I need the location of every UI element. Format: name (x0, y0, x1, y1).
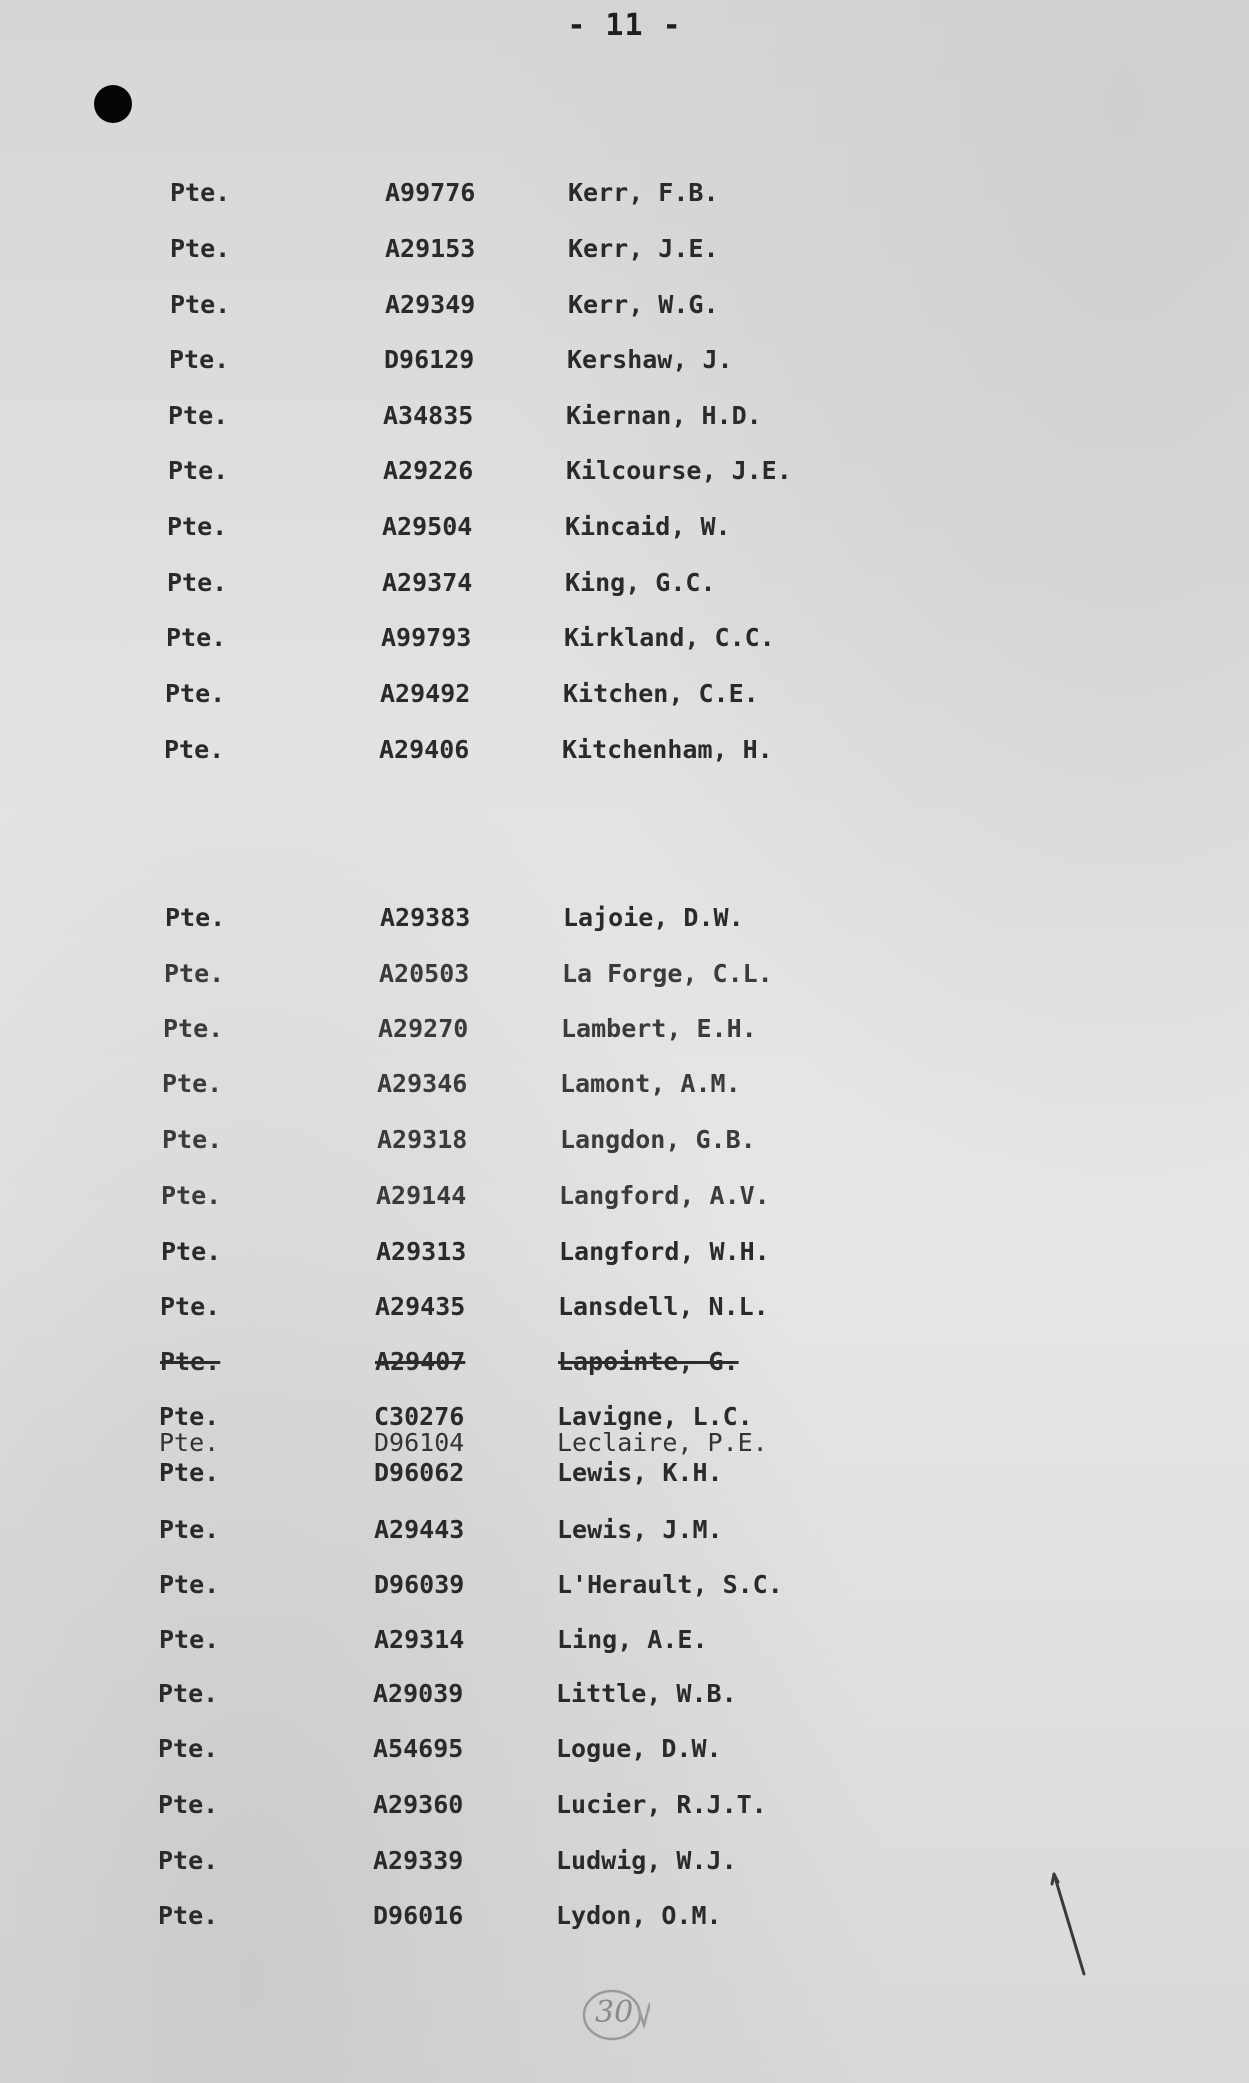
regimental-number: D96039 (374, 1570, 465, 1599)
rank: Pte. (158, 1679, 219, 1708)
soldier-name: Kitchen, C.E. (563, 679, 759, 708)
soldier-name: Lansdell, N.L. (558, 1292, 769, 1321)
soldier-name: Kerr, F.B. (568, 178, 719, 207)
rank: Pte. (158, 1846, 219, 1875)
regimental-number: A29318 (377, 1125, 468, 1154)
struck-through-list-item (160, 1345, 1060, 1379)
list-item (165, 901, 1065, 935)
regimental-number: A29339 (373, 1846, 464, 1875)
regimental-number: A99776 (385, 178, 476, 207)
soldier-name: Lewis, J.M. (557, 1515, 723, 1544)
inserted-list-item (159, 1429, 1059, 1457)
soldier-name: Lamont, A.M. (560, 1069, 741, 1098)
regimental-number: A29270 (378, 1014, 469, 1043)
regimental-number: A29504 (382, 512, 473, 541)
regimental-number: D96129 (384, 345, 475, 374)
rank: Pte. (169, 345, 230, 374)
soldier-name: Kilcourse, J.E. (566, 456, 792, 485)
rank: Pte. (161, 1237, 222, 1266)
regimental-number: A54695 (373, 1734, 464, 1763)
list-item (159, 1456, 1059, 1490)
rank: Pte. (160, 1292, 221, 1321)
list-item (164, 957, 1064, 991)
rank: Pte. (163, 1014, 224, 1043)
soldier-name: Lewis, K.H. (557, 1458, 723, 1487)
rank: Pte. (165, 679, 226, 708)
list-item (168, 454, 1068, 488)
soldier-name: Logue, D.W. (556, 1734, 722, 1763)
rank: Pte. (162, 1069, 223, 1098)
rank: Pte. (170, 234, 231, 263)
soldier-name: Langford, A.V. (559, 1181, 770, 1210)
list-item (162, 1123, 1062, 1157)
list-item (158, 1788, 1058, 1822)
regimental-number: A29153 (385, 234, 476, 263)
list-item (158, 1844, 1058, 1878)
list-item (167, 510, 1067, 544)
list-item (168, 399, 1068, 433)
regimental-number: A20503 (379, 959, 470, 988)
list-item (166, 621, 1066, 655)
list-item (170, 288, 1070, 322)
regimental-number: D96062 (374, 1458, 465, 1487)
soldier-name: Lavigne, L.C. (557, 1402, 753, 1431)
regimental-number: A29374 (382, 568, 473, 597)
soldier-name: Kiernan, H.D. (566, 401, 762, 430)
soldier-name: Kirkland, C.C. (564, 623, 775, 652)
regimental-number: A29314 (374, 1625, 465, 1654)
list-item (163, 1012, 1063, 1046)
regimental-number: A99793 (381, 623, 472, 652)
soldier-name: Langford, W.H. (559, 1237, 770, 1266)
soldier-name: Lajoie, D.W. (563, 903, 744, 932)
soldier-name: Kitchenham, H. (562, 735, 773, 764)
rank: Pte. (165, 903, 226, 932)
rank: Pte. (164, 959, 225, 988)
regimental-number: D96104 (374, 1428, 465, 1457)
list-item (165, 677, 1065, 711)
rank: Pte. (170, 178, 231, 207)
rank: Pte. (158, 1790, 219, 1819)
soldier-name: Leclaire, P.E. (557, 1428, 768, 1457)
regimental-number: A29383 (380, 903, 471, 932)
rank: Pte. (168, 401, 229, 430)
list-item (159, 1623, 1059, 1657)
page-number: - 11 - (567, 8, 682, 43)
regimental-number: A29039 (373, 1679, 464, 1708)
list-item (159, 1513, 1059, 1547)
regimental-number: A29313 (376, 1237, 467, 1266)
list-item (167, 566, 1067, 600)
list-item (158, 1677, 1058, 1711)
soldier-name: Langdon, G.B. (560, 1125, 756, 1154)
regimental-number: A29492 (380, 679, 471, 708)
rank: Pte. (159, 1458, 220, 1487)
rank: Pte. (158, 1901, 219, 1930)
list-item (170, 176, 1070, 210)
regimental-number: A29360 (373, 1790, 464, 1819)
rank: Pte. (159, 1625, 220, 1654)
list-item (161, 1179, 1061, 1213)
soldier-name: Lucier, R.J.T. (556, 1790, 767, 1819)
regimental-number: A29435 (375, 1292, 466, 1321)
rank: Pte. (159, 1428, 220, 1457)
rank: Pte. (159, 1570, 220, 1599)
list-item (170, 232, 1070, 266)
regimental-number: C30276 (374, 1402, 465, 1431)
rank: Pte. (159, 1515, 220, 1544)
list-item (160, 1290, 1060, 1324)
list-item (159, 1568, 1059, 1602)
soldier-name: Ludwig, W.J. (556, 1846, 737, 1875)
regimental-number: A29346 (377, 1069, 468, 1098)
rank: Pte. (159, 1402, 220, 1431)
rank: Pte. (166, 623, 227, 652)
soldier-name: Lambert, E.H. (561, 1014, 757, 1043)
soldier-name: Kershaw, J. (567, 345, 733, 374)
soldier-name: L'Herault, S.C. (557, 1570, 783, 1599)
regimental-number: A29349 (385, 290, 476, 319)
rank: Pte. (167, 568, 228, 597)
soldier-name: Ling, A.E. (557, 1625, 708, 1654)
soldier-name: Lapointe, G. (558, 1347, 739, 1376)
rank: Pte. (160, 1347, 221, 1376)
rank: Pte. (170, 290, 231, 319)
pencil-tick-mark (1050, 1870, 1090, 1980)
regimental-number: A34835 (383, 401, 474, 430)
rank: Pte. (168, 456, 229, 485)
soldier-name: Little, W.B. (556, 1679, 737, 1708)
rank: Pte. (158, 1734, 219, 1763)
soldier-name: La Forge, C.L. (562, 959, 773, 988)
soldier-name: Kincaid, W. (565, 512, 731, 541)
regimental-number: A29407 (375, 1347, 466, 1376)
soldier-name: King, G.C. (565, 568, 716, 597)
soldier-name: Lydon, O.M. (556, 1901, 722, 1930)
list-item (161, 1235, 1061, 1269)
regimental-number: A29406 (379, 735, 470, 764)
list-item (162, 1067, 1062, 1101)
regimental-number: D96016 (373, 1901, 464, 1930)
regimental-number: A29144 (376, 1181, 467, 1210)
regimental-number: A29443 (374, 1515, 465, 1544)
rank: Pte. (167, 512, 228, 541)
list-item (164, 733, 1064, 767)
soldier-name: Kerr, J.E. (568, 234, 719, 263)
soldier-name: Kerr, W.G. (568, 290, 719, 319)
list-item (169, 343, 1069, 377)
list-item (158, 1899, 1058, 1933)
rank: Pte. (162, 1125, 223, 1154)
list-item (158, 1732, 1058, 1766)
rank: Pte. (161, 1181, 222, 1210)
rank: Pte. (164, 735, 225, 764)
circled-number: 30 (595, 1995, 634, 2030)
regimental-number: A29226 (383, 456, 474, 485)
